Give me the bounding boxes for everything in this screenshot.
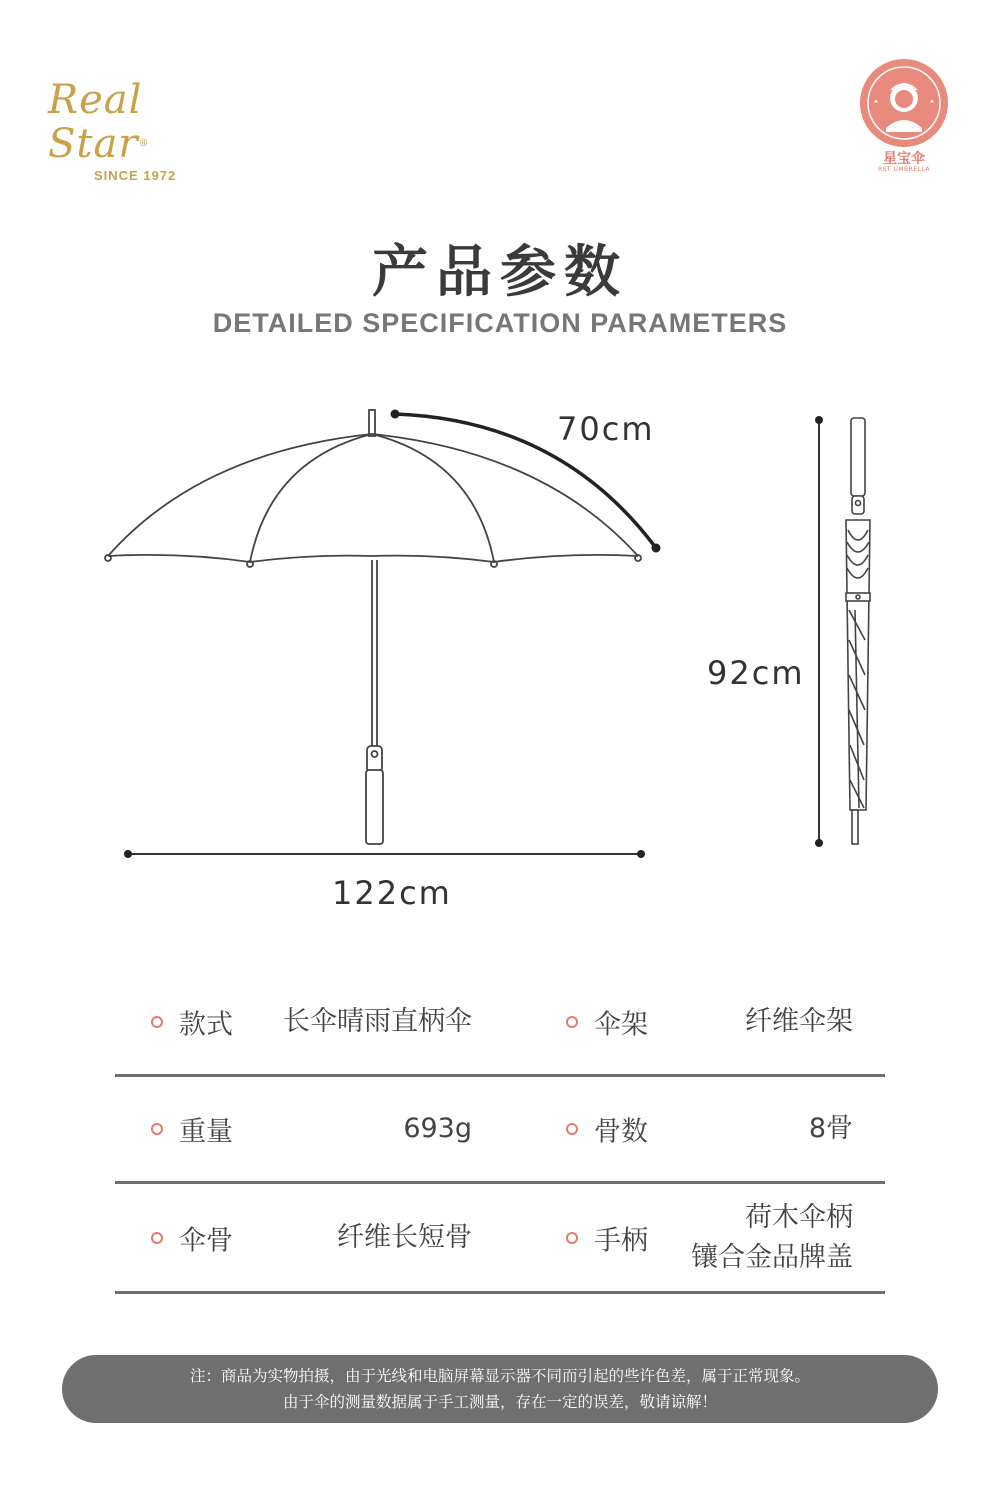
spec-table	[115, 970, 885, 1294]
spec-label: 骨数	[594, 1116, 648, 1148]
spec-value-line2: 镶合金品牌盖	[691, 1241, 853, 1273]
brand-logo	[48, 78, 248, 183]
seal-logo	[856, 58, 952, 178]
bullet-icon	[566, 1123, 578, 1135]
bullet-icon	[151, 1123, 163, 1135]
note-line-1: 注：商品为实物拍摄，由于光线和电脑屏幕显示器不同而引起的些许色差，属于正常现象。	[189, 1367, 810, 1385]
spec-value-line1: 荷木伞柄	[745, 1201, 853, 1233]
spec-value	[691, 1198, 853, 1278]
spec-label: 伞架	[594, 1009, 648, 1041]
disclaimer-note	[62, 1355, 938, 1423]
bullet-icon	[566, 1232, 578, 1244]
bullet-icon	[151, 1232, 163, 1244]
spec-value: 8骨	[808, 1113, 853, 1144]
spec-label: 款式	[179, 1009, 233, 1041]
spec-label: 伞骨	[179, 1225, 233, 1256]
seal-chinese-name: 星宝伞	[883, 151, 925, 167]
note-line-2: 由于伞的测量数据属于手工测量，存在一定的误差，敬请谅解！	[282, 1393, 717, 1411]
spec-label: 手柄	[594, 1225, 648, 1256]
brand-since: SINCE 1972	[94, 168, 177, 183]
spec-label: 重量	[179, 1116, 233, 1148]
bullet-icon	[151, 1016, 163, 1028]
spec-row	[115, 1077, 885, 1184]
spec-value: 长伞晴雨直柄伞	[283, 1006, 472, 1037]
seal-portrait-icon	[856, 58, 952, 148]
brand-name: Real Star	[48, 77, 143, 167]
spec-cell-frame	[530, 970, 885, 1074]
page-subtitle: DETAILED SPECIFICATION PARAMETERS	[212, 308, 788, 338]
spec-value: 纤维伞架	[745, 1006, 853, 1037]
page-title: 产品参数	[372, 240, 628, 305]
spec-cell-weight	[115, 1077, 500, 1181]
spec-value: 693g	[403, 1113, 472, 1144]
seal-english-name: RST UMBRELLA	[877, 166, 931, 173]
closed-length-label: 92cm	[707, 654, 805, 692]
spec-cell-handle	[530, 1184, 885, 1291]
umbrella-diagram	[0, 390, 1000, 920]
spec-row	[115, 970, 885, 1077]
spec-row	[115, 1184, 885, 1294]
bullet-icon	[566, 1016, 578, 1028]
spec-cell-style	[115, 970, 500, 1074]
spec-cell-rib-count	[530, 1077, 885, 1181]
open-diameter-label: 122cm	[332, 874, 452, 912]
registered-mark: ®	[138, 138, 150, 149]
spec-cell-ribs	[115, 1184, 500, 1291]
rib-length-label: 70cm	[557, 410, 655, 448]
umbrella-drawing	[0, 390, 1000, 920]
spec-value: 纤维长短骨	[337, 1221, 472, 1253]
